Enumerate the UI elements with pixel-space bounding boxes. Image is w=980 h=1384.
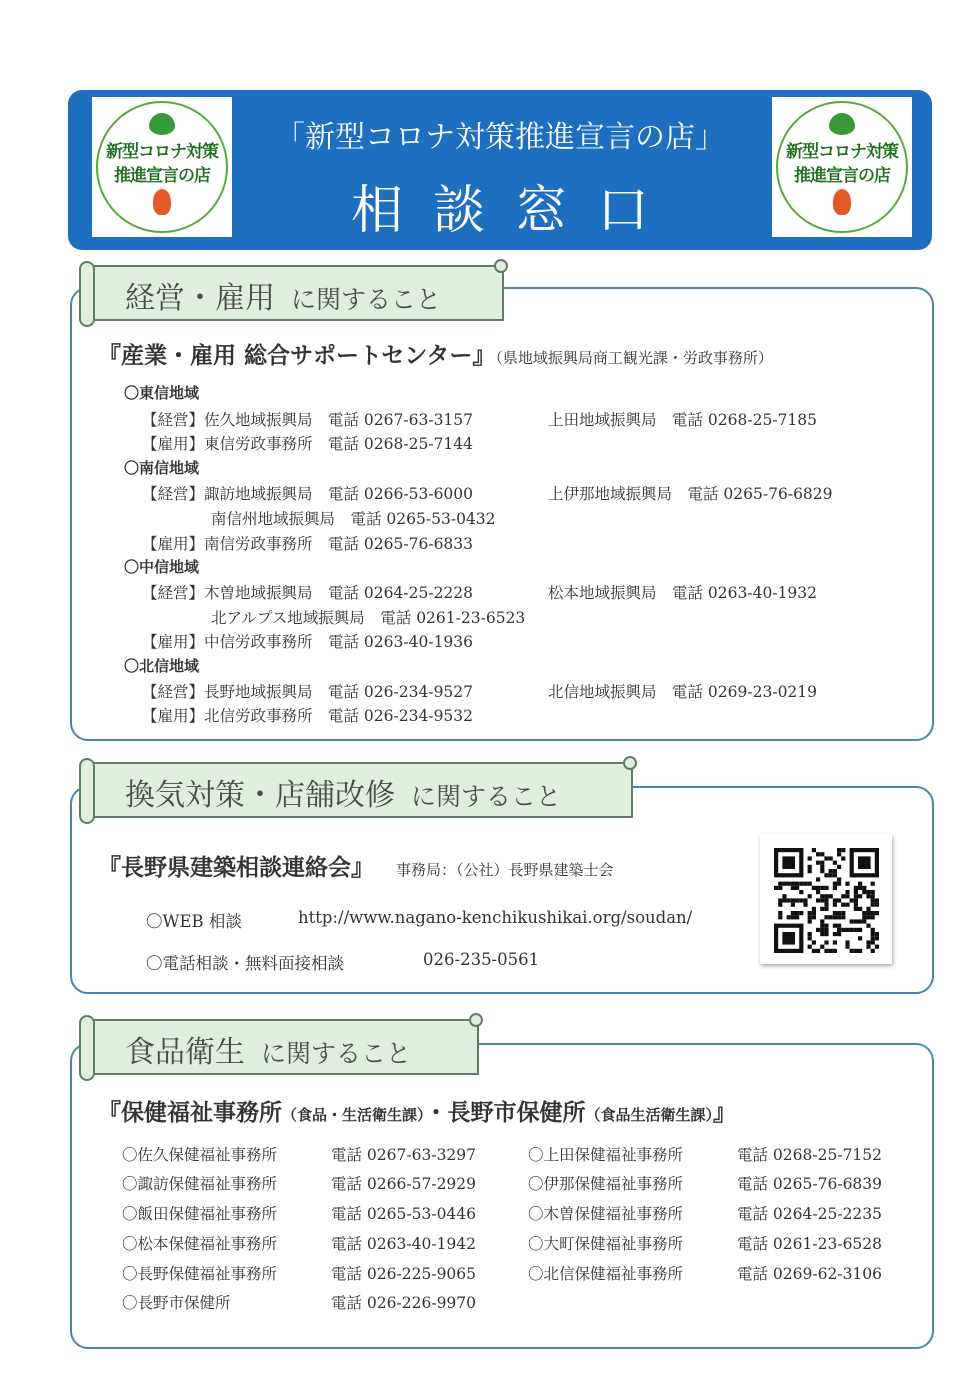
region-heading: 〇東信地域	[124, 384, 200, 402]
logo-text-line2: 推進宣言の店	[114, 166, 210, 186]
region-heading: 〇北信地域	[124, 657, 200, 675]
contact-line: 南信州地域振興局 電話 0265-53-0432	[211, 510, 496, 528]
office-name: 〇松本保健福祉事務所	[122, 1235, 278, 1253]
office-phone: 電話 026-225-9065	[331, 1265, 477, 1283]
heading-note: 事務局：（公社）長野県建築士会	[396, 861, 614, 879]
tab-title-main: 換気対策・店舗改修	[125, 778, 395, 813]
heading-note: （県地域振興局商工観光課・労政事務所）	[495, 349, 773, 367]
scroll-curl-right	[469, 1013, 483, 1027]
logo-text-line1: 新型コロナ対策	[786, 142, 898, 162]
phone-consult-number: 026-235-0561	[423, 950, 540, 969]
section-food-tab	[85, 1019, 479, 1075]
office-phone: 電話 0266-57-2929	[331, 1175, 477, 1193]
contact-line: 【経営】諏訪地域振興局 電話 0266-53-6000	[142, 485, 474, 503]
scroll-curl-right	[494, 259, 508, 273]
office-name: 〇長野市保健所	[122, 1294, 231, 1312]
tab-title	[125, 770, 561, 814]
region-heading: 〇南信地域	[124, 459, 200, 477]
contact-line-secondary: 上田地域振興局 電話 0268-25-7185	[548, 411, 818, 429]
office-phone: 電話 0267-63-3297	[331, 1146, 477, 1164]
office-name: 〇大町保健福祉事務所	[528, 1235, 684, 1253]
contact-line: 【経営】佐久地域振興局 電話 0267-63-3157	[142, 411, 474, 429]
contact-line: 【雇用】東信労政事務所 電話 0268-25-7144	[142, 435, 474, 453]
office-name: 〇諏訪保健福祉事務所	[122, 1175, 278, 1193]
mascot-icon	[153, 189, 171, 215]
office-name: 〇木曽保健福祉事務所	[528, 1205, 684, 1223]
employment-heading	[98, 337, 773, 370]
contact-line: 【雇用】南信労政事務所 電話 0265-76-6833	[142, 535, 474, 553]
phone-consult-label: 〇電話相談・無料面接相談	[146, 954, 344, 973]
contact-line-secondary: 上伊那地域振興局 電話 0265-76-6829	[548, 485, 833, 503]
heading-part-b: ・長野市保健所	[424, 1100, 586, 1126]
office-name: 〇伊那保健福祉事務所	[528, 1175, 684, 1193]
banner-title: 「新型コロナ対策推進宣言の店」	[275, 120, 725, 155]
heart-leaf-icon	[829, 113, 855, 135]
contact-line: 【雇用】中信労政事務所 電話 0263-40-1936	[142, 633, 474, 651]
office-name: 〇北信保健福祉事務所	[528, 1265, 684, 1283]
scroll-curl-left	[79, 1015, 95, 1081]
office-phone: 電話 0264-25-2235	[737, 1205, 883, 1223]
web-consult-url[interactable]: http://www.nagano-kenchikushikai.org/soudan/	[298, 908, 693, 927]
office-phone: 電話 0263-40-1942	[331, 1235, 477, 1253]
food-heading	[98, 1094, 736, 1127]
qr-code[interactable]	[760, 834, 892, 964]
office-phone: 電話 0269-62-3106	[737, 1265, 883, 1283]
heading-end: 』	[713, 1100, 737, 1126]
contact-line: 【経営】木曽地域振興局 電話 0264-25-2228	[142, 584, 474, 602]
banner-subtitle: 相談窓口	[350, 181, 679, 241]
heading-part-b-note: （食品生活衛生課）	[585, 1106, 714, 1124]
office-phone: 電話 026-226-9970	[331, 1294, 477, 1312]
office-name: 〇長野保健福祉事務所	[122, 1265, 278, 1283]
contact-line: 【経営】長野地域振興局 電話 026-234-9527	[142, 683, 474, 701]
office-name: 〇佐久保健福祉事務所	[122, 1146, 278, 1164]
office-phone: 電話 0261-23-6528	[737, 1235, 883, 1253]
heading-text: 『産業・雇用 総合サポートセンター』	[98, 343, 496, 369]
office-phone: 電話 0268-25-7152	[737, 1146, 883, 1164]
campaign-logo-left	[92, 97, 232, 237]
contact-line: 北アルプス地域振興局 電話 0261-23-6523	[211, 609, 526, 627]
heading-text: 『長野県建築相談連絡会』	[98, 855, 374, 881]
logo-ring	[96, 101, 228, 233]
ventilation-heading	[98, 849, 614, 882]
heart-leaf-icon	[149, 113, 175, 135]
logo-text-line1: 新型コロナ対策	[106, 142, 218, 162]
heading-part-a-note: （食品・生活衛生課）	[282, 1106, 425, 1124]
region-heading: 〇中信地域	[124, 558, 200, 576]
contact-line-secondary: 北信地域振興局 電話 0269-23-0219	[548, 683, 818, 701]
tab-title-suffix: に関すること	[291, 285, 442, 314]
office-name: 〇飯田保健福祉事務所	[122, 1205, 278, 1223]
heading-part-a: 『保健福祉事務所	[98, 1100, 282, 1126]
web-consult-label: 〇WEB 相談	[146, 912, 242, 931]
tab-title-suffix: に関すること	[261, 1039, 412, 1068]
section-employment-tab	[85, 265, 504, 321]
scroll-curl-left	[79, 758, 95, 824]
tab-title	[125, 1027, 411, 1071]
section-ventilation-tab	[85, 762, 633, 818]
tab-title	[125, 273, 441, 317]
logo-ring	[776, 101, 908, 233]
tab-title-main: 食品衛生	[125, 1035, 245, 1070]
logo-text-line2: 推進宣言の店	[794, 166, 890, 186]
scroll-curl-left	[79, 261, 95, 327]
tab-title-suffix: に関すること	[411, 782, 562, 811]
mascot-icon	[833, 189, 851, 215]
office-phone: 電話 0265-53-0446	[331, 1205, 477, 1223]
office-name: 〇上田保健福祉事務所	[528, 1146, 684, 1164]
qr-code-icon	[760, 834, 892, 964]
contact-line: 【雇用】北信労政事務所 電話 026-234-9532	[142, 707, 474, 725]
scroll-curl-right	[623, 756, 637, 770]
office-phone: 電話 0265-76-6839	[737, 1175, 883, 1193]
contact-line-secondary: 松本地域振興局 電話 0263-40-1932	[548, 584, 818, 602]
tab-title-main: 経営・雇用	[125, 281, 275, 316]
campaign-logo-right	[772, 97, 912, 237]
